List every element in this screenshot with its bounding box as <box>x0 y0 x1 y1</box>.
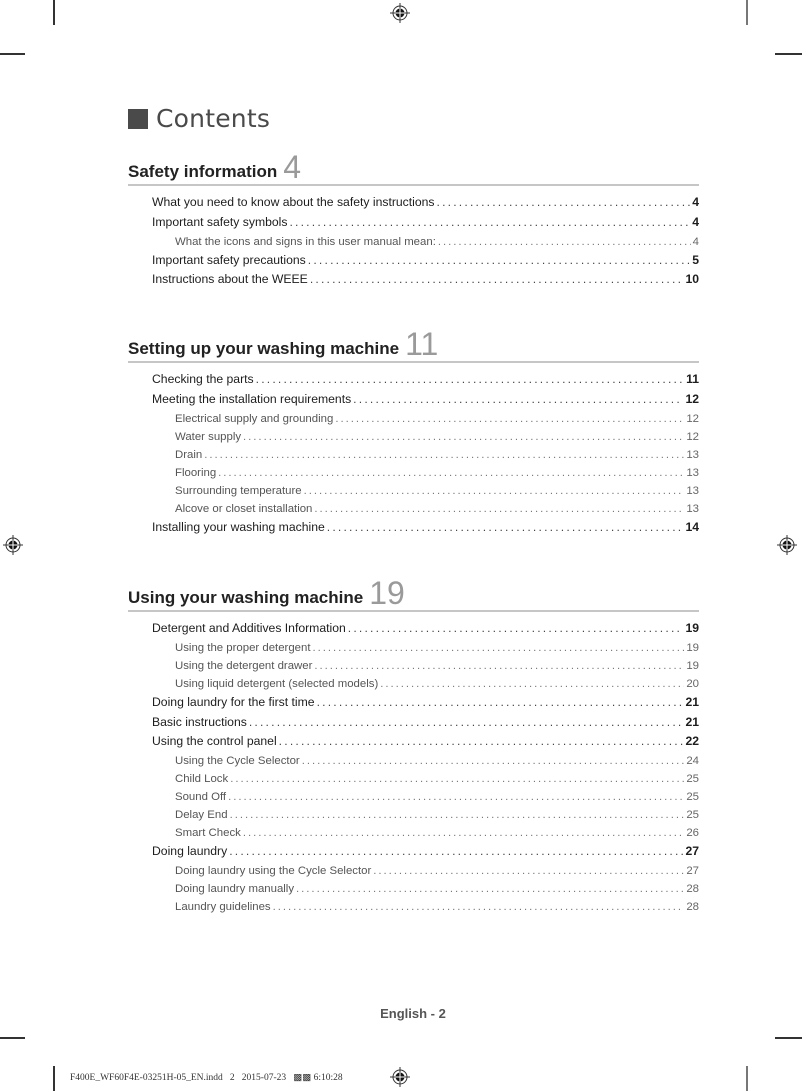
toc-entry-label: Drain <box>175 448 203 461</box>
dot-leader <box>289 213 690 233</box>
toc-entry-label: Smart Check <box>175 827 241 840</box>
section-page-number: 11 <box>405 326 439 362</box>
dot-leader <box>249 713 684 733</box>
section-heading <box>128 326 699 363</box>
toc-entry-label: Doing laundry <box>152 844 228 859</box>
toc-entry-label: Using the proper detergent <box>175 641 311 654</box>
toc-subentry[interactable] <box>128 752 699 770</box>
registration-mark-icon <box>390 3 410 23</box>
section-name: Setting up your washing machine <box>128 339 400 358</box>
toc-entry-page: 13 <box>686 484 699 497</box>
toc-subentry[interactable] <box>128 675 699 693</box>
toc-entry-page: 12 <box>685 391 699 406</box>
toc-subentry[interactable] <box>128 657 699 675</box>
dot-leader <box>302 752 685 770</box>
toc-entries <box>128 619 699 916</box>
toc-entry-label: Electrical supply and grounding <box>175 412 334 425</box>
toc-entry-page: 4 <box>692 235 699 248</box>
footer-language-page: English - 2 <box>380 1006 446 1021</box>
toc-entry[interactable] <box>128 370 699 390</box>
dot-leader <box>313 639 685 657</box>
toc-entry-page: 12 <box>686 412 699 425</box>
section-name: Safety information <box>128 162 278 181</box>
dot-leader <box>380 675 684 693</box>
dot-leader <box>353 390 683 410</box>
section-page-number: 4 <box>283 149 302 185</box>
toc-section-using <box>128 575 699 916</box>
toc-subentry[interactable] <box>128 806 699 824</box>
toc-section-safety-information <box>128 149 699 290</box>
dot-leader <box>256 370 684 390</box>
dot-leader <box>279 732 684 752</box>
dot-leader <box>327 518 684 538</box>
toc-entry-label: Sound Off <box>175 791 227 804</box>
toc-entry-page: 27 <box>686 864 699 877</box>
crop-mark-top-right-vertical <box>746 0 748 25</box>
toc-entry-page: 24 <box>686 755 699 768</box>
toc-entry-label: Delay End <box>175 809 228 822</box>
toc-subentry[interactable] <box>128 233 699 251</box>
toc-entry-page: 4 <box>692 195 699 209</box>
toc-subentry[interactable] <box>128 482 699 500</box>
dot-leader <box>296 880 684 898</box>
toc-entry-label: Important safety precautions <box>152 252 306 267</box>
toc-entry-page: 10 <box>685 272 699 287</box>
dot-leader <box>304 482 685 500</box>
dot-leader <box>230 806 685 824</box>
section-heading <box>128 149 699 186</box>
toc-entry[interactable] <box>128 693 699 713</box>
toc-entry-page: 25 <box>686 791 699 804</box>
toc-subentry[interactable] <box>128 862 699 880</box>
toc-entry-page: 19 <box>685 621 699 635</box>
dot-leader <box>273 898 685 916</box>
crop-mark-bottom-left-vertical <box>53 1066 55 1091</box>
toc-entry-label: Checking the parts <box>152 372 254 386</box>
dot-leader <box>308 251 690 271</box>
section-heading <box>128 575 699 612</box>
print-slug: F400E_WF60F4E-03251H-05_EN.indd 2 2015-07-23 ▩▩ 6:10:28 <box>70 1073 343 1083</box>
toc-entry-label: Using the control panel <box>152 734 277 749</box>
toc-entry-label: Water supply <box>175 430 242 443</box>
toc-subentry[interactable] <box>128 500 699 518</box>
toc-entry-label: Detergent and Additives Information <box>152 621 346 635</box>
toc-entry-page: 20 <box>686 677 699 690</box>
toc-entry-label: Child Lock <box>175 773 229 786</box>
toc-entry-page: 12 <box>686 430 699 443</box>
toc-entry-label: What the icons and signs in this user manual mean: <box>175 235 436 248</box>
toc-entry-label: Laundry guidelines <box>175 900 271 913</box>
toc-entry[interactable] <box>128 251 699 271</box>
toc-entry-page: 11 <box>686 372 699 386</box>
toc-subentry[interactable] <box>128 770 699 788</box>
crop-mark-bottom-right-horizontal <box>775 1037 802 1039</box>
toc-entry[interactable] <box>128 842 699 862</box>
registration-mark-icon <box>777 535 797 555</box>
toc-entry-page: 13 <box>686 448 699 461</box>
dot-leader <box>373 862 684 880</box>
toc-entry-page: 13 <box>686 466 699 479</box>
dot-leader <box>228 788 684 806</box>
toc-entry-label: Installing your washing machine <box>152 519 325 534</box>
toc-entry[interactable] <box>128 213 699 233</box>
crop-mark-bottom-left-horizontal <box>0 1037 25 1039</box>
toc-entry-page: 13 <box>686 502 699 515</box>
dot-leader <box>438 233 691 251</box>
toc-entry-page: 4 <box>692 214 699 229</box>
crop-mark-top-right-horizontal <box>775 53 802 55</box>
toc-entry[interactable] <box>128 732 699 752</box>
toc-entry-page: 21 <box>685 714 699 729</box>
toc-subentry[interactable] <box>128 880 699 898</box>
section-name: Using your washing machine <box>128 588 364 607</box>
toc-entry-label: Using the Cycle Selector <box>175 755 300 768</box>
toc-entry-page: 28 <box>686 882 699 895</box>
registration-mark-icon <box>390 1067 410 1087</box>
toc-entry-label: Meeting the installation requirements <box>152 391 352 406</box>
dot-leader <box>317 693 684 713</box>
toc-entry-label: Surrounding temperature <box>175 484 302 497</box>
dot-leader <box>243 428 684 446</box>
dot-leader <box>348 619 684 639</box>
dot-leader <box>243 824 684 842</box>
dot-leader <box>335 410 684 428</box>
toc-entry-label: Doing laundry using the Cycle Selector <box>175 864 372 877</box>
toc-entry-page: 5 <box>692 252 699 267</box>
toc-entry-label: Using liquid detergent (selected models) <box>175 677 379 690</box>
section-page-number: 19 <box>369 575 405 611</box>
dot-leader <box>314 657 684 675</box>
toc-entry-label: Alcove or closet installation <box>175 502 313 515</box>
dot-leader <box>204 446 684 464</box>
toc-entries <box>128 193 699 290</box>
toc-subentry[interactable] <box>128 410 699 428</box>
toc-entry-label: Instructions about the WEEE <box>152 272 308 287</box>
dot-leader <box>230 770 684 788</box>
toc-section-setting-up <box>128 326 699 537</box>
toc-subentry[interactable] <box>128 639 699 657</box>
toc-entry-label: Doing laundry for the first time <box>152 694 315 709</box>
toc-entry-page: 27 <box>685 844 699 859</box>
toc-subentry[interactable] <box>128 788 699 806</box>
toc-entry[interactable] <box>128 193 699 213</box>
crop-mark-bottom-right-vertical <box>746 1066 748 1091</box>
page-title <box>128 104 270 133</box>
toc-entry-label: Flooring <box>175 466 217 479</box>
toc-entry-page: 14 <box>685 519 699 534</box>
toc-entry-page: 21 <box>685 694 699 709</box>
dot-leader <box>310 270 684 290</box>
toc-entry-label: What you need to know about the safety instructions <box>152 195 435 209</box>
toc-subentry[interactable] <box>128 824 699 842</box>
toc-entry[interactable] <box>128 619 699 639</box>
toc-entry-label: Doing laundry manually <box>175 882 295 895</box>
toc-entry-page: 22 <box>685 734 699 749</box>
registration-mark-icon <box>3 535 23 555</box>
toc-subentry[interactable] <box>128 464 699 482</box>
toc-entry-label: Important safety symbols <box>152 214 288 229</box>
dot-leader <box>437 193 691 213</box>
toc-entry[interactable] <box>128 390 699 410</box>
toc-entry-label: Basic instructions <box>152 714 247 729</box>
toc-entry-page: 26 <box>686 827 699 840</box>
dot-leader <box>218 464 684 482</box>
crop-mark-top-left-vertical <box>53 0 55 25</box>
toc-entries <box>128 370 699 537</box>
dot-leader <box>314 500 684 518</box>
toc-entry-page: 19 <box>686 659 699 672</box>
toc-entry[interactable] <box>128 270 699 290</box>
toc-entry-page: 28 <box>686 900 699 913</box>
title-bullet-square-icon <box>128 109 148 129</box>
toc-subentry[interactable] <box>128 428 699 446</box>
toc-entry-label: Using the detergent drawer <box>175 659 313 672</box>
toc-subentry[interactable] <box>128 446 699 464</box>
page-title-text: Contents <box>156 104 271 133</box>
toc-entry-page: 19 <box>686 641 699 654</box>
toc-subentry[interactable] <box>128 898 699 916</box>
toc-entry[interactable] <box>128 713 699 733</box>
toc-entry[interactable] <box>128 518 699 538</box>
toc-entry-page: 25 <box>686 773 699 786</box>
dot-leader <box>229 842 683 862</box>
toc-entry-page: 25 <box>686 809 699 822</box>
crop-mark-top-left-horizontal <box>0 53 25 55</box>
